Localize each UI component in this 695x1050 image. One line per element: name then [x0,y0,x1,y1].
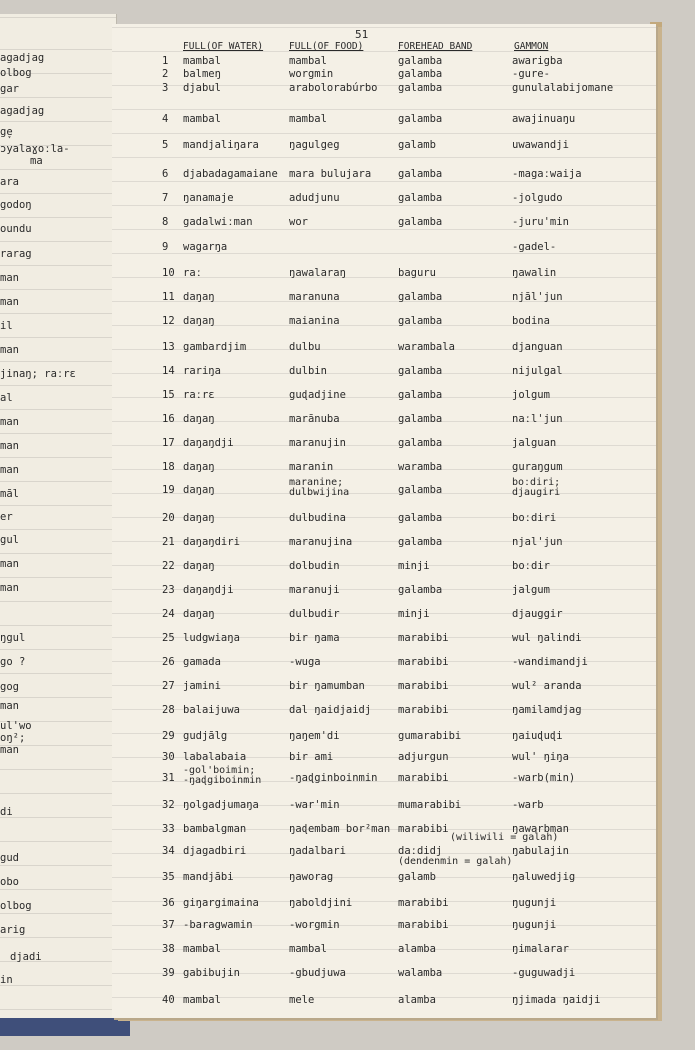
cell-full-of-food: bir ami [289,751,334,763]
left-page-fragment: oundu [0,223,32,235]
cell-gammon: boːdiri; [512,477,561,488]
table-row [112,680,656,700]
left-page-fragment: ara [0,176,19,188]
cell-full-of-food: -worgmin [289,919,340,931]
cell-forehead-band: minji [398,560,430,572]
table-row [112,168,656,188]
cell-forehead-band: marabibi [398,704,449,716]
table-row [112,799,656,819]
table-row [112,560,656,580]
cell-full-of-water: rariŋa [183,365,221,377]
cell-full-of-water: -baragwamin [183,919,253,931]
cell-forehead-band: mumarabibi [398,799,462,811]
cell-gammon: awarigba [512,55,563,67]
row-number: 30 [162,751,175,763]
cell-full-of-food: dal ŋaidjaidj [289,704,372,716]
row-number: 9 [162,241,169,253]
cell-gammon: ŋawarbman [512,823,569,835]
cell-full-of-water: ludgwiaŋa [183,632,240,644]
row-number: 19 [162,484,175,496]
cell-gammon: jalguan [512,437,557,449]
cell-note: (dendenmin = galah) [398,856,513,867]
left-page-fragment: agadjag [0,52,45,64]
table-row [112,823,656,843]
cell-full-of-water: daŋaŋ [183,461,215,473]
row-number: 27 [162,680,175,692]
cell-full-of-water: giŋargimaina [183,897,259,909]
left-page-fragment: ŋgul [0,632,26,644]
left-page-fragment: agadjag [0,105,45,117]
left-page-fragment: man [0,440,19,452]
cell-full-of-water: -ŋaɖgiboinmin [183,775,262,786]
row-number: 1 [162,55,169,67]
cell-gammon: djauggir [512,608,563,620]
row-number: 20 [162,512,175,524]
cell-full-of-water: gadalwiːman [183,216,253,228]
cell-forehead-band: alamba [398,943,436,955]
cell-full-of-food: dulbudina [289,512,346,524]
cell-forehead-band: galamba [398,315,443,327]
row-number: 35 [162,871,175,883]
row-number: 6 [162,168,169,180]
cell-full-of-food: dulbu [289,341,321,353]
left-page-fragment: man [0,296,19,308]
cell-gammon: jolgum [512,389,550,401]
cell-full-of-food: ŋaɖembam bor²man [289,823,391,835]
cell-full-of-water: balaijuwa [183,704,240,716]
table-row [112,113,656,133]
row-number: 25 [162,632,175,644]
cell-full-of-water: daŋaŋ [183,560,215,572]
left-page-fragment: oŋ²; [0,732,26,744]
cell-forehead-band: galamba [398,291,443,303]
left-page-fragment: gog [0,681,19,693]
row-number: 10 [162,267,175,279]
cell-gammon: bodina [512,315,550,327]
left-page-fragment: jinaŋ; raːrɛ [0,368,76,380]
cell-gammon: ŋugunji [512,897,557,909]
cell-full-of-food: maianina [289,315,340,327]
row-number: 28 [162,704,175,716]
cell-forehead-band: galamba [398,536,443,548]
table-row [112,241,656,261]
row-number: 40 [162,994,175,1006]
cell-full-of-food: wor [289,216,308,228]
table-row [112,291,656,311]
cell-full-of-water: gabibujin [183,967,240,979]
cell-gammon: wul² aranda [512,680,582,692]
cell-full-of-water: daŋaŋ [183,608,215,620]
left-page-fragment: ul'wo [0,720,32,732]
row-number: 24 [162,608,175,620]
row-number: 8 [162,216,169,228]
cell-gammon: wul' ŋiŋa [512,751,569,763]
left-page-fragment: godoŋ [0,199,32,211]
row-number: 39 [162,967,175,979]
left-page-fragment: er [0,511,13,523]
cell-gammon: -jolgudo [512,192,563,204]
left-page-fragment: ge̞ [0,126,13,138]
cell-gammon: ŋabulajin [512,845,569,857]
cell-full-of-water: wagarŋa [183,241,228,253]
left-page-fragment: man [0,272,19,284]
cell-full-of-water: -gol'boimin; [183,765,256,776]
cell-gammon: -gure- [512,68,550,80]
left-page-fragment: māl [0,488,19,500]
table-row [112,536,656,556]
cell-full-of-food: -gbudjuwa [289,967,346,979]
cell-full-of-food: mambal [289,943,327,955]
row-number: 38 [162,943,175,955]
cell-forehead-band: galamba [398,584,443,596]
cell-forehead-band: galamba [398,413,443,425]
table-row [112,389,656,409]
cell-forehead-band: marabibi [398,919,449,931]
cell-forehead-band: warambala [398,341,455,353]
row-number: 12 [162,315,175,327]
cell-forehead-band: gumarabibi [398,730,462,742]
left-page-fragment: olbog [0,67,32,79]
cell-forehead-band: galamba [398,168,443,180]
cell-full-of-water: daŋaŋdiri [183,536,240,548]
cell-gammon: wul ŋalindi [512,632,582,644]
cell-full-of-water: djabadagamaiane [183,168,278,180]
row-number: 26 [162,656,175,668]
table-row [112,461,656,481]
cell-note: (wiliwili = galah) [450,832,559,843]
cell-gammon: -warb(min) [512,772,576,784]
cell-full-of-water: bambalgman [183,823,247,835]
cell-gammon: gunulalabijomane [512,82,614,94]
table-row [112,656,656,676]
table-row [112,192,656,212]
row-number: 14 [162,365,175,377]
left-page-fragment: ɔyalaɣoːla- [0,143,70,155]
cell-full-of-food: -ŋaɖginboinmin [289,772,378,784]
cell-full-of-food: -wuga [289,656,321,668]
table-row [112,437,656,457]
row-number: 4 [162,113,169,125]
table-row [112,704,656,724]
cell-full-of-food: ŋawalaraŋ [289,267,346,279]
cell-full-of-water: ŋolgadjumaŋa [183,799,259,811]
cell-full-of-water: mambal [183,994,221,1006]
cell-forehead-band: waramba [398,461,443,473]
cell-full-of-water: daŋaŋ [183,315,215,327]
cell-forehead-band: galamba [398,389,443,401]
cell-full-of-food: bir ŋamumban [289,680,365,692]
table-row [112,608,656,628]
table-row [112,943,656,963]
cell-forehead-band: marabibi [398,680,449,692]
cell-full-of-food: ŋaworag [289,871,334,883]
row-number: 2 [162,68,169,80]
cell-full-of-water: djagadbiri [183,845,247,857]
header-full-of-water: FULL(OF WATER) [183,41,264,52]
row-number: 13 [162,341,175,353]
table-row [112,730,656,750]
cell-full-of-food: dulbudir [289,608,340,620]
cell-forehead-band: marabibi [398,656,449,668]
table-row [112,477,656,504]
cell-full-of-food: mele [289,994,315,1006]
cell-forehead-band: galamba [398,82,443,94]
cell-full-of-water: daŋaŋ [183,413,215,425]
row-number: 18 [162,461,175,473]
cell-gammon: ŋugunji [512,919,557,931]
cell-gammon: boːdiri [512,512,557,524]
cell-full-of-food: mambal [289,113,327,125]
cell-full-of-food: ŋaboldjini [289,897,353,909]
row-number: 34 [162,845,175,857]
cell-full-of-water: mandjaliŋara [183,139,259,151]
cell-forehead-band: galamba [398,113,443,125]
cell-full-of-food: ŋadalbari [289,845,346,857]
left-page-fragment: man [0,582,19,594]
left-page [0,14,117,1030]
cell-forehead-band: galamb [398,139,436,151]
cell-full-of-food: ŋagulgeg [289,139,340,151]
cell-gammon: guraŋgum [512,461,563,473]
row-number: 21 [162,536,175,548]
table-row [112,413,656,433]
cell-gammon: boːdir [512,560,550,572]
cell-gammon: nijulgal [512,365,563,377]
left-page-fragment: olbog [0,900,32,912]
cell-forehead-band: alamba [398,994,436,1006]
row-number: 15 [162,389,175,401]
row-number: 3 [162,82,169,94]
left-page-fragment: man [0,558,19,570]
left-page-fragment: man [0,416,19,428]
table-row [112,365,656,385]
cell-gammon: -magaːwaija [512,168,582,180]
row-number: 29 [162,730,175,742]
cell-full-of-water: ŋanamaje [183,192,234,204]
cell-full-of-water: gamada [183,656,221,668]
cell-forehead-band: galamba [398,365,443,377]
cell-gammon: ŋaluwedjig [512,871,576,883]
cell-full-of-food: adudjunu [289,192,340,204]
table-row [112,139,656,159]
cell-full-of-food: -war'min [289,799,340,811]
cell-forehead-band: galamba [398,512,443,524]
cell-full-of-water: mandjābi [183,871,234,883]
cell-forehead-band: marabibi [398,897,449,909]
left-page-fragment: go ? [0,656,26,668]
cell-gammon: njal'jun [512,536,563,548]
row-number: 33 [162,823,175,835]
cell-full-of-food: maranuji [289,584,340,596]
cell-full-of-water: raːrɛ [183,389,215,401]
row-number: 32 [162,799,175,811]
left-page-fragment: arig [0,924,26,936]
header-forehead-band: FOREHEAD BAND [398,41,473,52]
left-page-fragment: man [0,344,19,356]
table-row [112,871,656,891]
table-row [112,994,656,1014]
table-row [112,216,656,236]
cell-gammon: -wandimandji [512,656,588,668]
cell-full-of-water: djabul [183,82,221,94]
cell-full-of-water: jamini [183,680,221,692]
cell-full-of-food: marānuba [289,413,340,425]
cell-forehead-band: adjurgun [398,751,449,763]
left-page-fragment: gul [0,534,19,546]
cell-full-of-food: maranine; [289,477,344,488]
table-row [112,82,656,102]
cell-gammon: ŋaiuɖuɖi [512,730,563,742]
cell-gammon: naːl'jun [512,413,563,425]
table-row [112,315,656,335]
cell-full-of-food: dolbudin [289,560,340,572]
cell-gammon: djaugiri [512,487,561,498]
cell-full-of-water: labalabaia [183,751,247,763]
cell-forehead-band: walamba [398,967,443,979]
cell-full-of-water: balmeŋ [183,68,221,80]
page-number: 51 [355,28,369,41]
cell-full-of-food: mambal [289,55,327,67]
cell-forehead-band: marabibi [398,772,449,784]
cell-full-of-food: maranujina [289,536,353,548]
cell-gammon: ŋjimada ŋaidji [512,994,601,1006]
cell-forehead-band: galamb [398,871,436,883]
left-page-fragment: man [0,744,19,756]
row-number: 36 [162,897,175,909]
cell-forehead-band: minji [398,608,430,620]
header-gammon: GAMMON [514,41,549,52]
table-row [112,765,656,792]
cell-full-of-food: maranin [289,461,334,473]
row-number: 17 [162,437,175,449]
left-page-fragment: di [0,806,13,818]
cell-full-of-food: mara bulujara [289,168,372,180]
cell-full-of-food: arabolorabúrbo [289,82,378,94]
row-number: 23 [162,584,175,596]
cell-full-of-food: guɖadjine [289,389,346,401]
table-row [112,845,656,865]
row-number: 7 [162,192,169,204]
left-page-fragment: man [0,464,19,476]
cell-forehead-band: marabibi [398,632,449,644]
row-number: 11 [162,291,175,303]
row-number: 22 [162,560,175,572]
cell-full-of-food: dulbin [289,365,327,377]
right-page [112,24,656,1018]
cell-full-of-water: raː [183,267,202,279]
cell-gammon: -guguwadji [512,967,576,979]
row-number: 37 [162,919,175,931]
cell-full-of-water: mambal [183,113,221,125]
left-page-fragment: ma [30,155,43,167]
cell-full-of-food: dulbwijina [289,487,350,498]
book-binding [0,1018,130,1036]
cell-gammon: -juru'min [512,216,569,228]
cell-full-of-food: ŋaŋem'di [289,730,340,742]
cell-forehead-band: galamba [398,68,443,80]
table-row [112,267,656,287]
cell-full-of-water: daŋaŋ [183,512,215,524]
table-row [112,967,656,987]
left-page-fragment: man [0,700,19,712]
cell-forehead-band: baguru [398,267,436,279]
cell-full-of-water: daŋaŋ [183,484,215,496]
left-page-fragment: rarag [0,248,32,260]
cell-full-of-water: daŋaŋ [183,291,215,303]
left-page-fragment: gar [0,83,19,95]
left-page-fragment: al [0,392,13,404]
table-row [112,341,656,361]
left-page-fragment: gud [0,852,19,864]
cell-gammon: uwawandji [512,139,569,151]
cell-forehead-band: galamba [398,484,443,496]
cell-gammon: ŋawalin [512,267,557,279]
cell-full-of-water: mambal [183,55,221,67]
cell-forehead-band: galamba [398,216,443,228]
cell-forehead-band: galamba [398,192,443,204]
table-row [112,584,656,604]
cell-gammon: ŋimalarar [512,943,569,955]
cell-full-of-food: worgmin [289,68,334,80]
cell-full-of-water: gambardjim [183,341,247,353]
cell-full-of-food: bir ŋama [289,632,340,644]
cell-forehead-band: galamba [398,437,443,449]
cell-gammon: njāl'jun [512,291,563,303]
table-row [112,919,656,939]
left-page-fragment: obo [0,876,19,888]
cell-full-of-water: mambal [183,943,221,955]
row-number: 16 [162,413,175,425]
cell-gammon: -warb [512,799,544,811]
cell-gammon: jalgum [512,584,550,596]
row-number: 5 [162,139,169,151]
table-row [112,632,656,652]
cell-full-of-water: gudjālg [183,730,228,742]
cell-forehead-band: marabibi [398,823,449,835]
cell-gammon: -gadel- [512,241,557,253]
table-row [112,512,656,532]
table-row [112,897,656,917]
cell-gammon: djanguan [512,341,563,353]
cell-forehead-band: galamba [398,55,443,67]
left-page-fragment: il [0,320,13,332]
cell-full-of-water: daŋaŋdji [183,584,234,596]
cell-gammon: ŋamilamdjag [512,704,582,716]
cell-forehead-band: daːdidj [398,845,443,857]
left-page-fragment: djadi [10,951,42,963]
cell-gammon: awajinuaŋu [512,113,576,125]
row-number: 31 [162,772,175,784]
cell-full-of-food: maranujin [289,437,346,449]
cell-full-of-food: maranuna [289,291,340,303]
header-full-of-food: FULL(OF FOOD) [289,41,364,52]
cell-full-of-water: daŋaŋdji [183,437,234,449]
left-page-fragment: in [0,974,13,986]
